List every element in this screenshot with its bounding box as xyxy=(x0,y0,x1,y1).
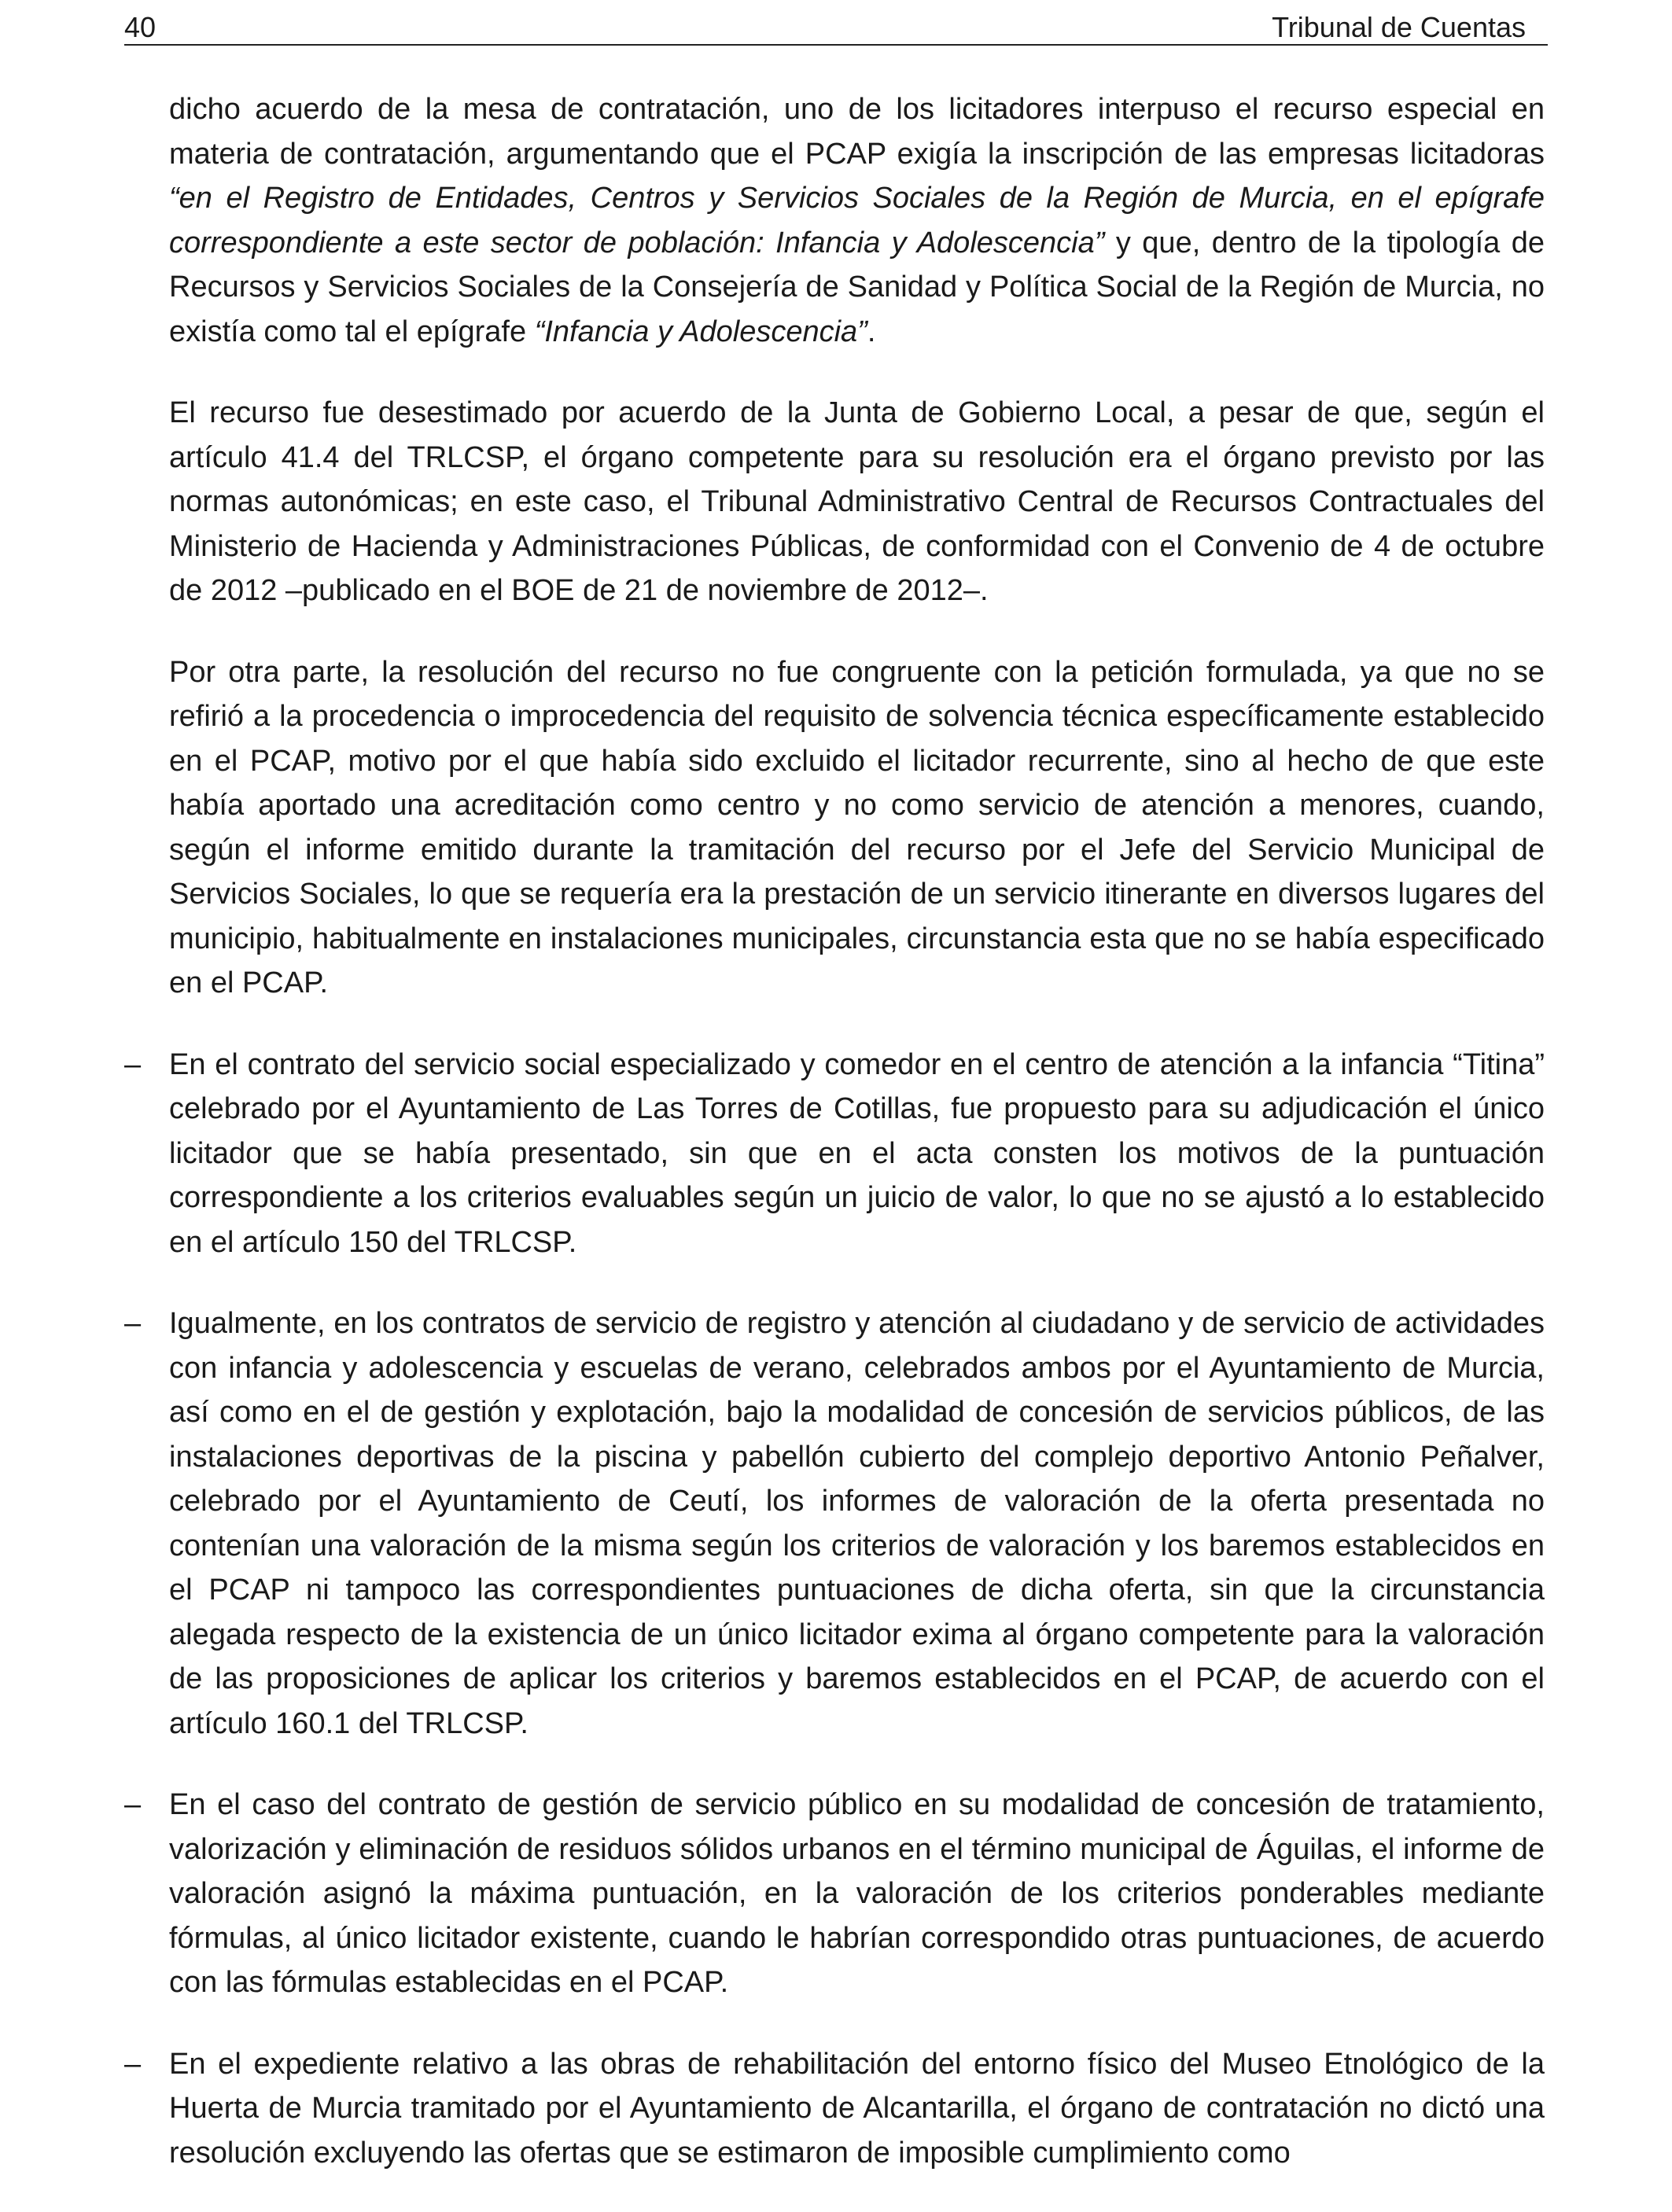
list-item xyxy=(124,1783,1545,2005)
quoted-requirement: “en el Registro de Entidades, Centros y Servicios Sociales de la Región de Murcia, en el epígrafe correspondiente a este sector de población: Infancia y Adolescencia” xyxy=(169,182,1545,259)
bullet-dash: – xyxy=(124,1788,142,1821)
list-item xyxy=(124,1301,1545,1746)
page-header xyxy=(124,8,1548,46)
page-number: 40 xyxy=(124,11,157,43)
quoted-epigraph: “Infancia y Adolescencia” xyxy=(534,315,867,348)
bullet-dash: – xyxy=(124,1307,142,1340)
running-title: Tribunal de Cuentas xyxy=(1272,11,1526,43)
list-item-text: En el caso del contrato de gestión de servicio público en su modalidad de concesión de tratamiento, valorización y eliminación de residuos sólidos urbanos en el término municipal de Águilas, el informe de valoración asignó la máxima puntuación, en la valoración de los criterios ponderables mediante fórmulas, al único licitador existente, cuando le habrían correspondido otras puntuaciones, de acuerdo con las fórmulas establecidas en el PCAP. xyxy=(169,1788,1545,1999)
list-item xyxy=(124,2042,1545,2176)
list-item-text: En el expediente relativo a las obras de rehabilitación del entorno físico del Museo Etnológico de la Huerta de Murcia tramitado por el Ayuntamiento de Alcantarilla, el órgano de contratación no dictó una resolución excluyendo las ofertas que se estimaron de imposible cumplimiento como xyxy=(169,2047,1545,2170)
paragraph-resolucion-recurso: Por otra parte, la resolución del recurso no fue congruente con la petición formulada, ya que no se refirió a la procedencia o improcedencia del requisito de solvencia técnica específicamente establecido en el PCAP, motivo por el que había sido excluido el licitador recurrente, sino al hecho de que este había aportado una acreditación como centro y no como servicio de atención a menores, cuando, según el informe emitido durante la tramitación del recurso por el Jefe del Servicio Municipal de Servicios Sociales, lo que se requería era la prestación de un servicio itinerante en diversos lugares del municipio, habitualmente en instalaciones municipales, circunstancia esta que no se había especificado en el PCAP. xyxy=(169,655,1545,999)
bullet-dash: – xyxy=(124,1047,142,1081)
paragraph-recurso-especial xyxy=(169,87,1545,354)
paragraph-text: . xyxy=(867,315,876,348)
list-item xyxy=(124,1043,1545,1265)
paragraph-text: y que, dentro de la tipología de Recursos y Servicios Sociales de la Consejería de Sanidad y Política Social de la Región de Murcia, no existía como tal el epígrafe xyxy=(169,226,1545,348)
paragraph-text: dicho acuerdo de la mesa de contratación, uno de los licitadores interpuso el recurso especial en materia de contratación, argumentando que el PCAP exigía la inscripción de las empresas licitadoras xyxy=(169,93,1545,171)
document-body xyxy=(124,87,1545,2212)
list-item-text: En el contrato del servicio social especializado y comedor en el centro de atención a la infancia “Titina” celebrado por el Ayuntamiento de Las Torres de Cotillas, fue propuesto para su adjudicación el único licitador que se había presentado, sin que en el acta consten los motivos de la puntuación correspondiente a los criterios evaluables según un juicio de valor, lo que no se ajustó a lo establecido en el artículo 150 del TRLCSP. xyxy=(169,1047,1545,1259)
list-item-text: Igualmente, en los contratos de servicio de registro y atención al ciudadano y de servicio de actividades con infancia y adolescencia y escuelas de verano, celebrados ambos por el Ayuntamiento de Murcia, así como en el de gestión y explotación, bajo la modalidad de concesión de servicios públicos, de las instalaciones deportivas de la piscina y pabellón cubierto del complejo deportivo Antonio Peñalver, celebrado por el Ayuntamiento de Ceutí, los informes de valoración de la oferta presentada no contenían una valoración de la misma según los criterios de valoración y los baremos establecidos en el PCAP ni tampoco las correspondientes puntuaciones de dicha oferta, sin que la circunstancia alegada respecto de la existencia de un único licitador exima al órgano competente para la valoración de las proposiciones de aplicar los criterios y baremos establecidos en el PCAP, de acuerdo con el artículo 160.1 del TRLCSP. xyxy=(169,1307,1545,1740)
paragraph-recurso-desestimado: El recurso fue desestimado por acuerdo de la Junta de Gobierno Local, a pesar de que, según el artículo 41.4 del TRLCSP, el órgano competente para su resolución era el órgano previsto por las normas autonómicas; en este caso, el Tribunal Administrativo Central de Recursos Contractuales del Ministerio de Hacienda y Administraciones Públicas, de conformidad con el Convenio de 4 de octubre de 2012 –publicado en el BOE de 21 de noviembre de 2012–. xyxy=(169,396,1545,607)
bullet-dash: – xyxy=(124,2047,142,2081)
